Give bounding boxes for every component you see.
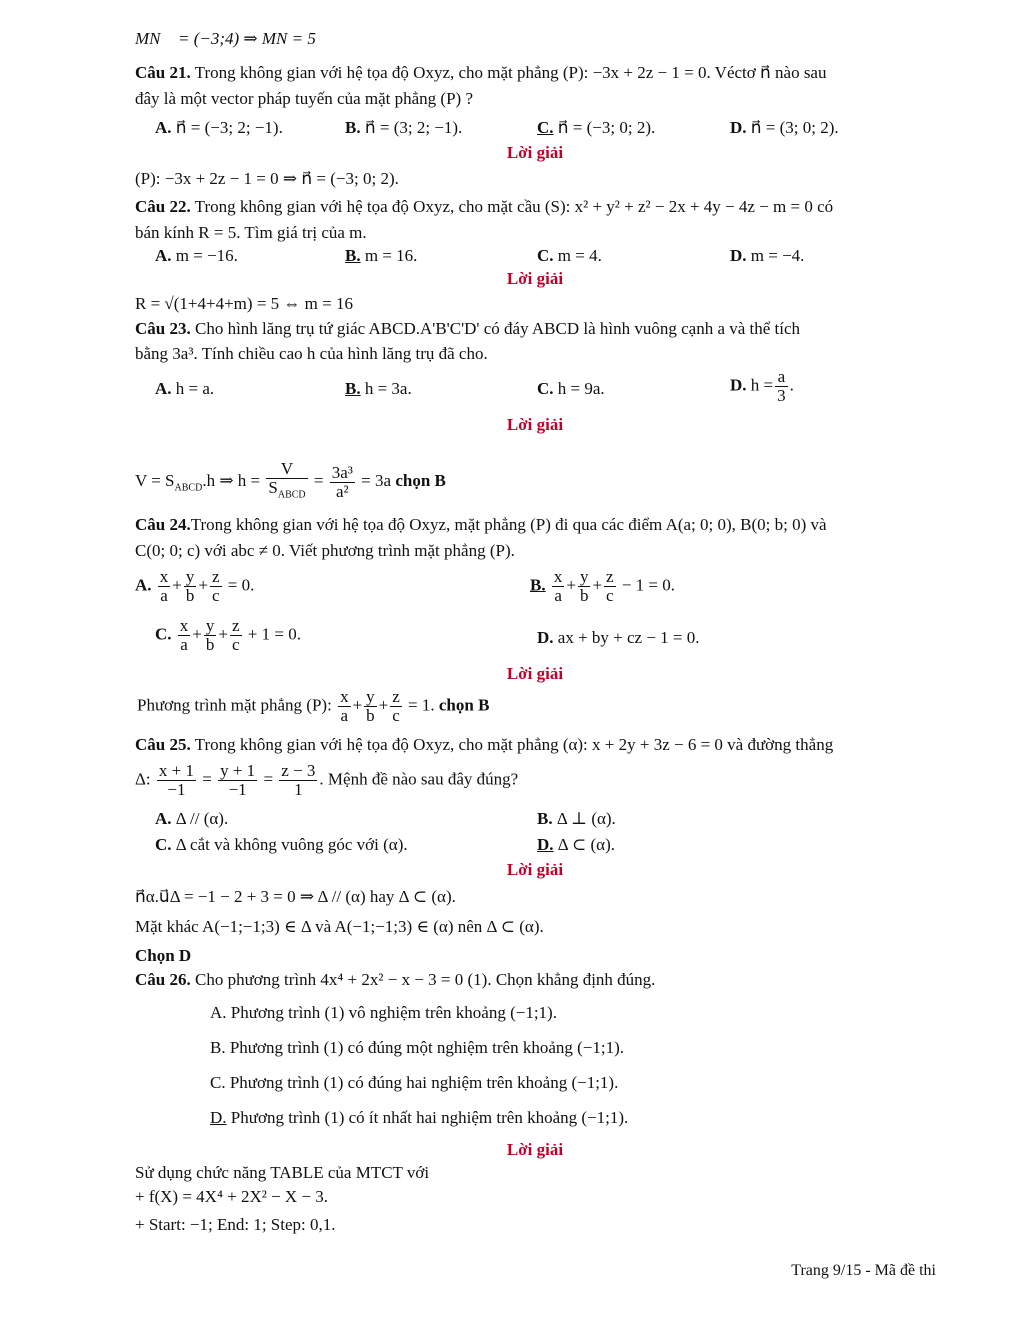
q24-option-c: C. $\frac{x}{a}$ + $\frac{y}{b}$ + $\frac{z}{c}$ + 1 = 0. — [155, 616, 301, 654]
q22-option-b: B. m = 16. — [345, 246, 418, 265]
q21-solution-heading: Lời giải — [506, 143, 564, 162]
q25-solution-2: Mặt khác A(−1;−1;3) ∈ Δ và A(−1;−1;3) ∈ (α) nên Δ ⊂ (α). — [135, 917, 544, 936]
q26-option-c: C. Phương trình (1) có đúng hai nghiệm trên khoảng (−1;1). — [210, 1073, 619, 1092]
q25-solution-1: n⃗α.u⃗Δ = −1 − 2 + 3 = 0 ⇒ Δ // (α) hay Δ ⊂ (α). — [135, 887, 456, 906]
q26-option-d: D. Phương trình (1) có ít nhất hai nghiệm trên khoảng (−1;1). — [210, 1108, 629, 1127]
q25-option-a: A. Δ // (α). — [155, 809, 229, 828]
q26-solution-2: + f(X) = 4X⁴ + 2X² − X − 3. — [135, 1187, 329, 1206]
q25-option-c: C. Δ cắt và không vuông góc với (α). — [155, 835, 408, 854]
page-footer: Trang 9/15 - Mã đề thi — [791, 1262, 936, 1279]
q22-option-a: A. m = −16. — [155, 246, 238, 265]
q24-option-b: B. $\frac{x}{a}$ + $\frac{y}{b}$ + $\frac{z}{c}$ − 1 = 0. — [530, 567, 676, 605]
q26-solution-3: + Start: −1; End: 1; Step: 0,1. — [135, 1215, 336, 1234]
q26-solution-heading: Lời giải — [506, 1140, 564, 1159]
q24-solution: Phương trình mặt phẳng (P): $\frac{x}{a}$ + $\frac{y}{b}$ + $\frac{z}{c}$ = 1. chọn B — [137, 687, 490, 725]
q21-option-a: A. n⃗ = (−3; 2; −1). — [155, 118, 283, 137]
q26-solution-1: Sử dụng chức năng TABLE của MTCT với — [135, 1163, 430, 1182]
q24-option-d: D. ax + by + cz − 1 = 0. — [537, 628, 700, 647]
q22-option-d: D. m = −4. — [730, 246, 805, 265]
q22-solution-heading: Lời giải — [506, 269, 564, 288]
q23-solution-heading: Lời giải — [506, 415, 564, 434]
q23-solution: $V = S_{ABCD}.h$ ⇒ h = $\frac{V}{S_{ABCD}}$ = $\frac{\text{3a³}}{\text{a²}}$ = 3a chọn B — [135, 459, 446, 501]
q23-option-a: A. h = a. — [155, 379, 215, 398]
q24-option-a: A. $\frac{x}{a}$ + $\frac{y}{b}$ + $\frac{z}{c}$ = 0. — [135, 567, 255, 605]
q23-stem-cont: bằng 3a³. Tính chiều cao h của hình lăng trụ đã cho. — [135, 344, 488, 363]
q21-stem-cont: đây là một vector pháp tuyến của mặt phẳng (P) ? — [135, 89, 473, 108]
q24-stem: Câu 24.Trong không gian với hệ tọa độ Oxyz, mặt phẳng (P) đi qua các điểm A(a; 0; 0), B(0; b; 0) và — [135, 515, 827, 534]
q25-option-b: B. Δ ⊥ (α). — [537, 809, 616, 828]
q26-stem: Câu 26. Cho phương trình 4x⁴ + 2x² − x − 3 = 0 (1). Chọn khẳng định đúng. — [135, 970, 656, 989]
q24-solution-heading: Lời giải — [506, 664, 564, 683]
q21-option-b: B. n⃗ = (3; 2; −1). — [345, 118, 463, 137]
q22-option-c: C. m = 4. — [537, 246, 602, 265]
q23-option-c: C. h = 9a. — [537, 379, 605, 398]
q23-option-d: D. h = $\frac{a}{3}$ . — [730, 367, 794, 405]
q25-option-d: D. Δ ⊂ (α). — [537, 835, 615, 854]
q26-option-b: B. Phương trình (1) có đúng một nghiệm trên khoảng (−1;1). — [210, 1038, 625, 1057]
q21-option-c: C. n⃗ = (−3; 0; 2). — [537, 118, 656, 137]
q26-option-a: A. Phương trình (1) vô nghiệm trên khoảng (−1;1). — [210, 1003, 557, 1022]
prev-solution-line: MN⃗ = (−3;4) ⇒ MN = 5 — [135, 29, 316, 48]
q23-stem: Câu 23. Cho hình lăng trụ tứ giác ABCD.A'B'C'D' có đáy ABCD là hình vuông cạnh a và thể tích — [135, 319, 801, 338]
q25-line-equation: Δ: $\frac{x + 1}{-1}$ = $\frac{y + 1}{-1}$ = $\frac{z - 3}{1}$ . Mệnh đề nào sau đây đúng? — [135, 761, 519, 799]
q25-solution-heading: Lời giải — [506, 860, 564, 879]
q25-stem: Câu 25. Trong không gian với hệ tọa độ Oxyz, cho mặt phẳng (α): x + 2y + 3z − 6 = 0 và đường thẳng — [135, 735, 834, 754]
q21-solution: (P): −3x + 2z − 1 = 0 ⇒ n⃗ = (−3; 0; 2). — [135, 169, 399, 188]
q22-stem: Câu 22. Trong không gian với hệ tọa độ Oxyz, cho mặt cầu (S): x² + y² + z² − 2x + 4y − 4z − m = 0 có — [135, 197, 834, 216]
q24-stem-cont: C(0; 0; c) với abc ≠ 0. Viết phương trình mặt phẳng (P). — [135, 541, 515, 560]
q22-solution: R = √(1+4+4+m) = 5 ⇔ m = 16 — [135, 294, 353, 313]
q23-option-b: B. h = 3a. — [345, 379, 412, 398]
q25-choice: Chọn D — [135, 946, 192, 965]
q22-stem-cont: bán kính R = 5. Tìm giá trị của m. — [135, 223, 367, 242]
q21-option-d: D. n⃗ = (3; 0; 2). — [730, 118, 839, 137]
q21-stem: Câu 21. Trong không gian với hệ tọa độ Oxyz, cho mặt phẳng (P): −3x + 2z − 1 = 0. Véctơ n⃗ nào sau — [135, 63, 827, 82]
